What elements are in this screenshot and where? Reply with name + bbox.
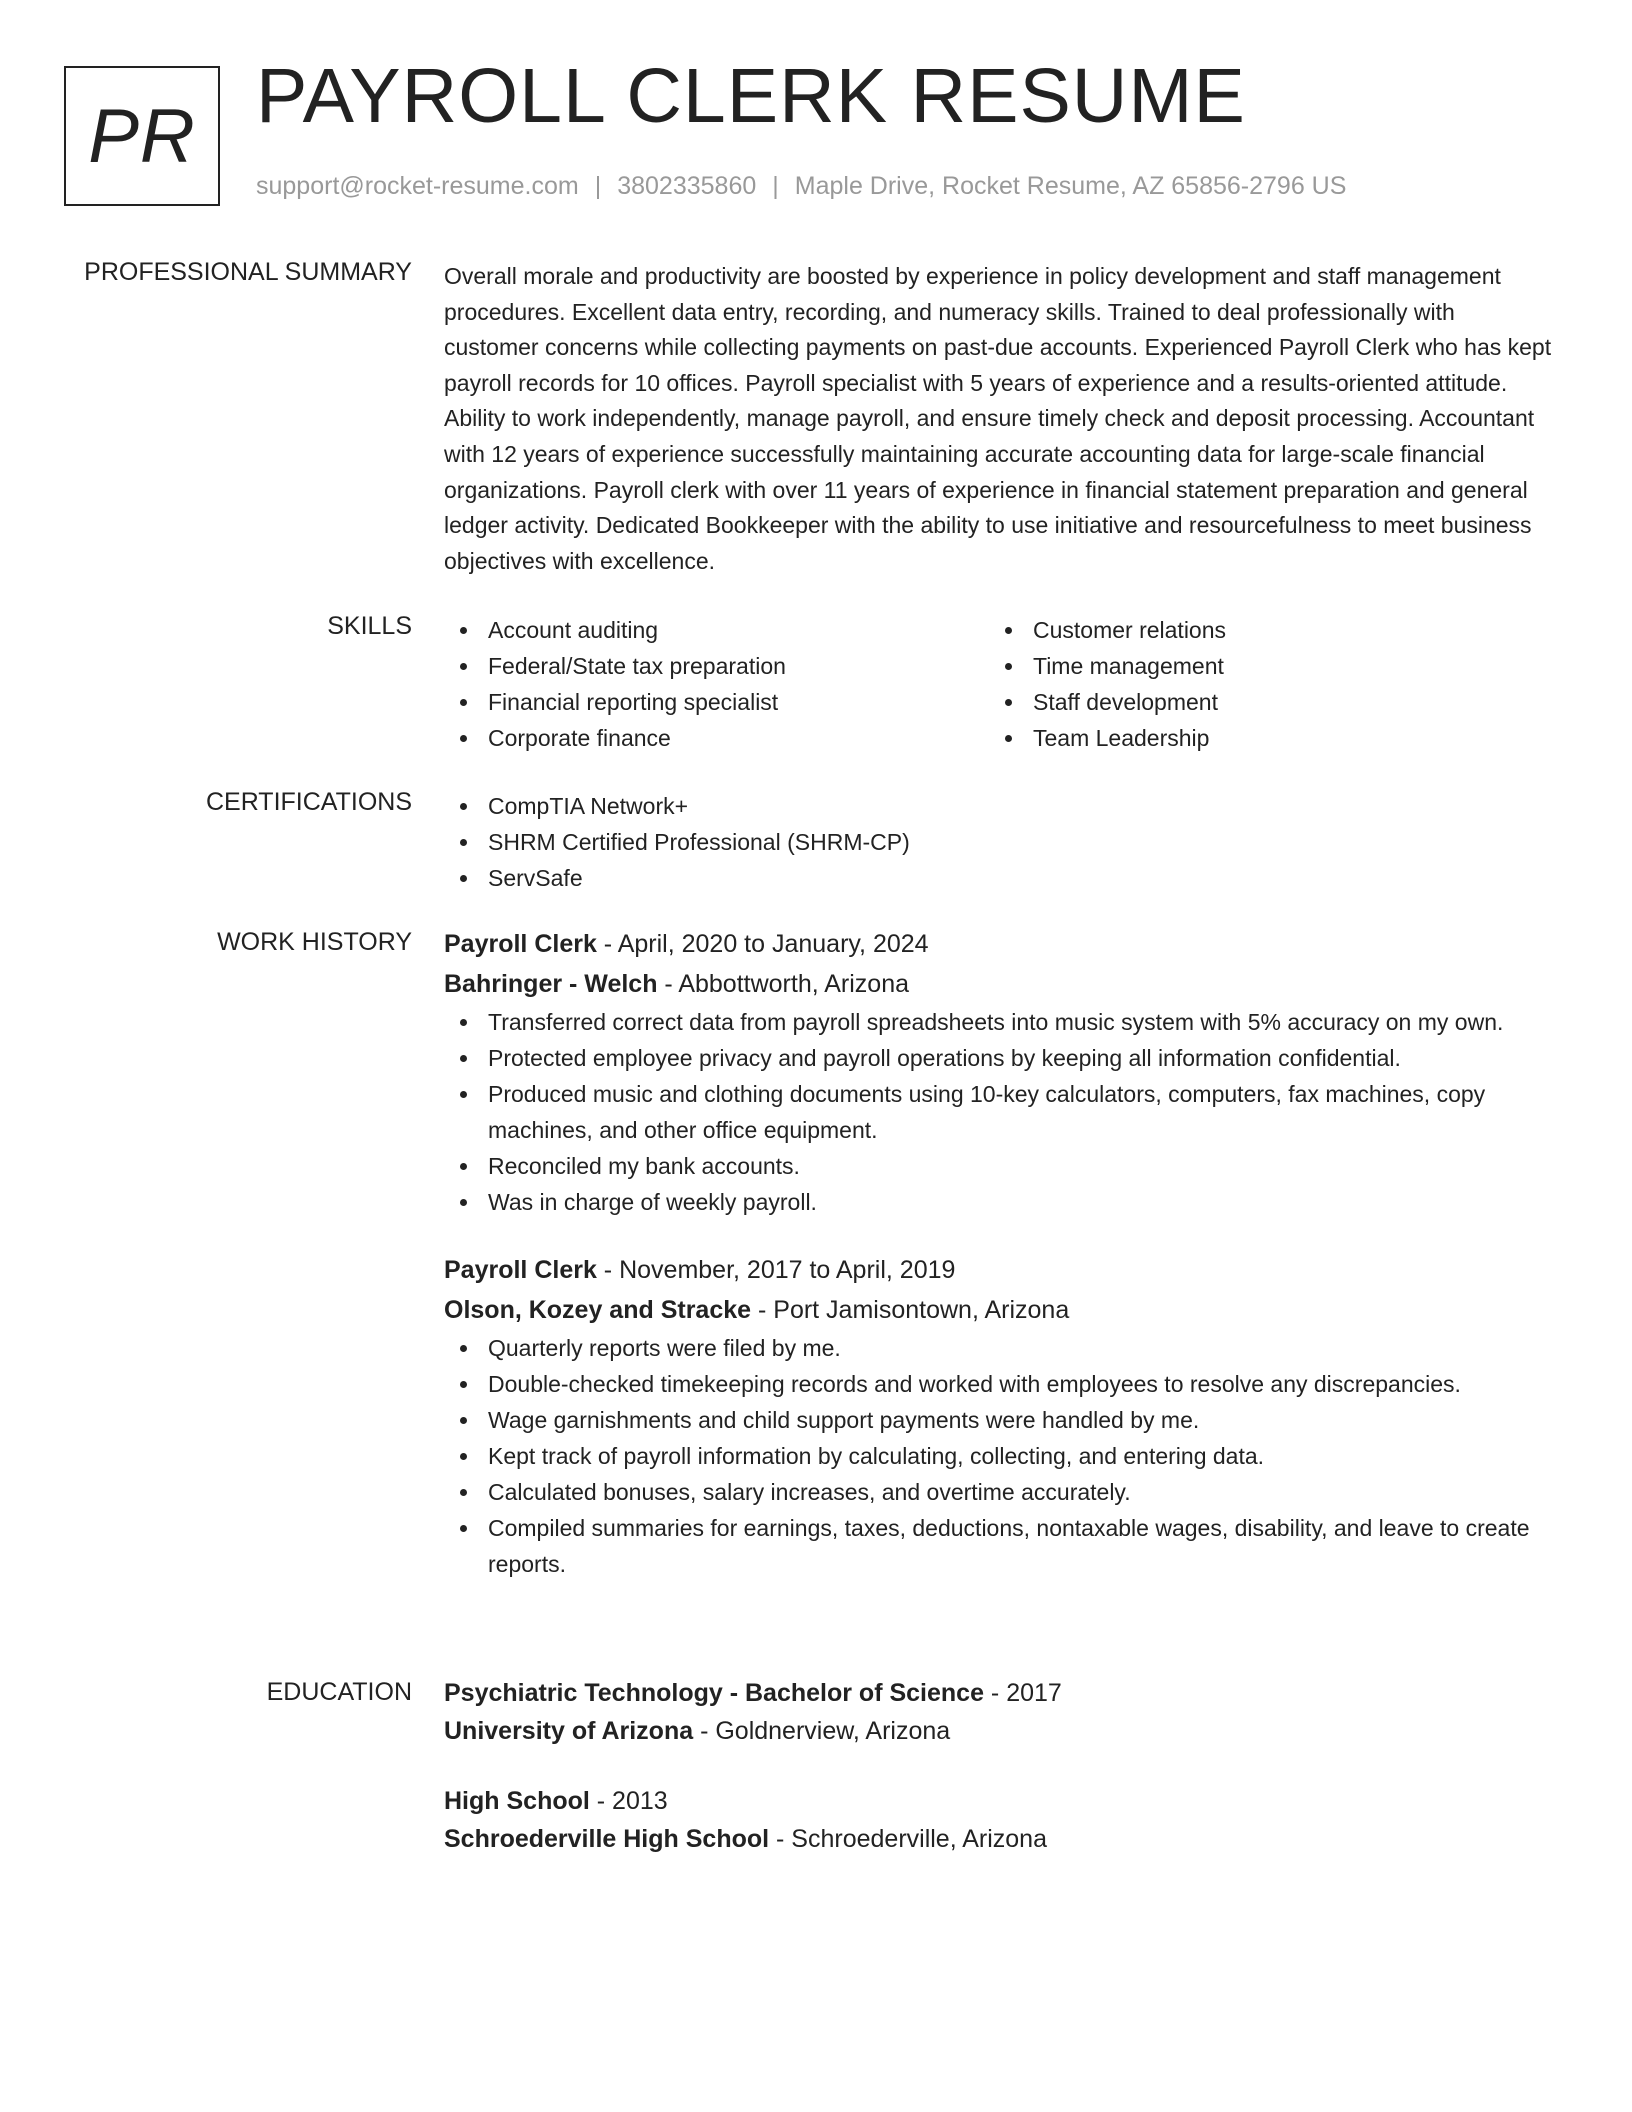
education-entry xyxy=(444,1674,1554,1750)
resume-title: PAYROLL CLERK RESUME xyxy=(256,53,1246,139)
contact-address: Maple Drive, Rocket Resume, AZ 65856-2796 US xyxy=(794,172,1347,200)
job-location: Port Jamisontown, Arizona xyxy=(773,1296,1070,1324)
summary-heading: PROFESSIONAL SUMMARY xyxy=(84,258,412,286)
job-duties-list xyxy=(444,1330,1534,1582)
dash: - xyxy=(589,1787,613,1815)
job-role: Payroll Clerk xyxy=(444,930,597,958)
dash: - xyxy=(983,1679,1007,1707)
skill-item: Financial reporting specialist xyxy=(444,684,989,720)
certifications-body xyxy=(444,788,1554,896)
education-degree: High School xyxy=(444,1787,590,1815)
skill-item: Staff development xyxy=(989,684,1534,720)
work-history-heading: WORK HISTORY xyxy=(217,928,412,956)
skills-body xyxy=(444,612,1554,756)
job-duties-list xyxy=(444,1004,1524,1220)
summary-body xyxy=(444,259,1554,579)
work-history-body xyxy=(444,924,1554,1582)
job-company: Bahringer - Welch xyxy=(444,970,658,998)
job-company: Olson, Kozey and Stracke xyxy=(444,1296,752,1324)
job-duty: Quarterly reports were filed by me. xyxy=(444,1330,1534,1366)
skills-list-left xyxy=(444,612,989,756)
job-duty: Produced music and clothing documents using 10-key calculators, computers, fax machines, copy machines, and other office equipment. xyxy=(444,1076,1524,1148)
skills-column-right xyxy=(989,612,1534,756)
job-company-line xyxy=(444,964,1554,1004)
skills-column-left xyxy=(444,612,989,756)
dash: - xyxy=(596,1256,620,1284)
skills-grid xyxy=(444,612,1554,756)
job-company-line xyxy=(444,1290,1554,1330)
education-school-line xyxy=(444,1712,1554,1750)
job-duty: Transferred correct data from payroll spreadsheets into music system with 5% accuracy on my own. xyxy=(444,1004,1524,1040)
dash: - xyxy=(693,1717,716,1745)
contact-line xyxy=(256,172,1346,201)
job-duty: Wage garnishments and child support payments were handled by me. xyxy=(444,1402,1534,1438)
certification-item: SHRM Certified Professional (SHRM-CP) xyxy=(444,824,1554,860)
job-duty: Compiled summaries for earnings, taxes, deductions, nontaxable wages, disability, and leave to create reports. xyxy=(444,1510,1534,1582)
education-school: University of Arizona xyxy=(444,1717,694,1745)
dash: - xyxy=(751,1296,774,1324)
skill-item: Federal/State tax preparation xyxy=(444,648,989,684)
job-dates: April, 2020 to January, 2024 xyxy=(617,930,929,958)
job-duty: Calculated bonuses, salary increases, and overtime accurately. xyxy=(444,1474,1534,1510)
job-role-line xyxy=(444,1250,1554,1290)
education-location: Goldnerview, Arizona xyxy=(715,1717,951,1745)
job-location: Abbottworth, Arizona xyxy=(678,970,910,998)
education-school: Schroederville High School xyxy=(444,1825,770,1853)
skills-list-right xyxy=(989,612,1534,756)
job-duty: Reconciled my bank accounts. xyxy=(444,1148,1524,1184)
certification-item: CompTIA Network+ xyxy=(444,788,1554,824)
contact-separator: | xyxy=(594,172,602,200)
contact-separator: | xyxy=(772,172,779,200)
skill-item: Corporate finance xyxy=(444,720,989,756)
job-duty: Double-checked timekeeping records and worked with employees to resolve any discrepancies. xyxy=(444,1366,1534,1402)
job-entry xyxy=(444,924,1554,1220)
education-degree: Psychiatric Technology - Bachelor of Science xyxy=(444,1679,984,1707)
education-body xyxy=(444,1674,1554,1858)
job-role: Payroll Clerk xyxy=(444,1256,597,1284)
education-degree-line xyxy=(444,1674,1554,1712)
education-degree-line xyxy=(444,1782,1554,1820)
dash: - xyxy=(657,970,679,998)
skill-item: Account auditing xyxy=(444,612,989,648)
dash: - xyxy=(596,930,618,958)
job-dates: November, 2017 to April, 2019 xyxy=(619,1256,956,1284)
contact-phone[interactable]: 3802335860 xyxy=(617,172,757,200)
certification-item: ServSafe xyxy=(444,860,1554,896)
skills-heading: SKILLS xyxy=(327,612,412,640)
dash: - xyxy=(769,1825,792,1853)
education-heading: EDUCATION xyxy=(266,1678,412,1706)
monogram-initials: PR xyxy=(88,93,196,179)
education-year: 2013 xyxy=(612,1787,668,1815)
skill-item: Customer relations xyxy=(989,612,1534,648)
education-school-line xyxy=(444,1820,1554,1858)
contact-email[interactable]: support@rocket-resume.com xyxy=(256,172,579,200)
job-duty: Protected employee privacy and payroll operations by keeping all information confidential. xyxy=(444,1040,1524,1076)
job-entry xyxy=(444,1250,1554,1582)
job-duty: Kept track of payroll information by calculating, collecting, and entering data. xyxy=(444,1438,1534,1474)
job-role-line xyxy=(444,924,1554,964)
skill-item: Team Leadership xyxy=(989,720,1534,756)
skill-item: Time management xyxy=(989,648,1534,684)
education-entry xyxy=(444,1782,1554,1858)
job-duty: Was in charge of weekly payroll. xyxy=(444,1184,1524,1220)
education-year: 2017 xyxy=(1006,1679,1062,1707)
certifications-heading: CERTIFICATIONS xyxy=(205,788,412,816)
monogram-box xyxy=(64,66,220,206)
education-location: Schroederville, Arizona xyxy=(791,1825,1047,1853)
certifications-list xyxy=(444,788,1554,896)
summary-text: Overall morale and productivity are boosted by experience in policy development and staff management procedures. Excellent data entry, recording, and numeracy skills. Trained to deal professionally with customer concerns while collecting payments on past-due accounts. Experienced Payroll Clerk who has kept payroll records for 10 offices. Payroll specialist with 5 years of experience and a results-oriented attitude. Ability to work independently, manage payroll, and ensure timely check and deposit processing. Accountant with 12 years of experience successfully maintaining accurate accounting data for large-scale financial organizations. Payroll clerk with over 11 years of experience in financial statement preparation and general ledger activity. Dedicated Bookkeeper with the ability to use initiative and resourcefulness to meet business objectives with excellence. xyxy=(444,263,1552,574)
